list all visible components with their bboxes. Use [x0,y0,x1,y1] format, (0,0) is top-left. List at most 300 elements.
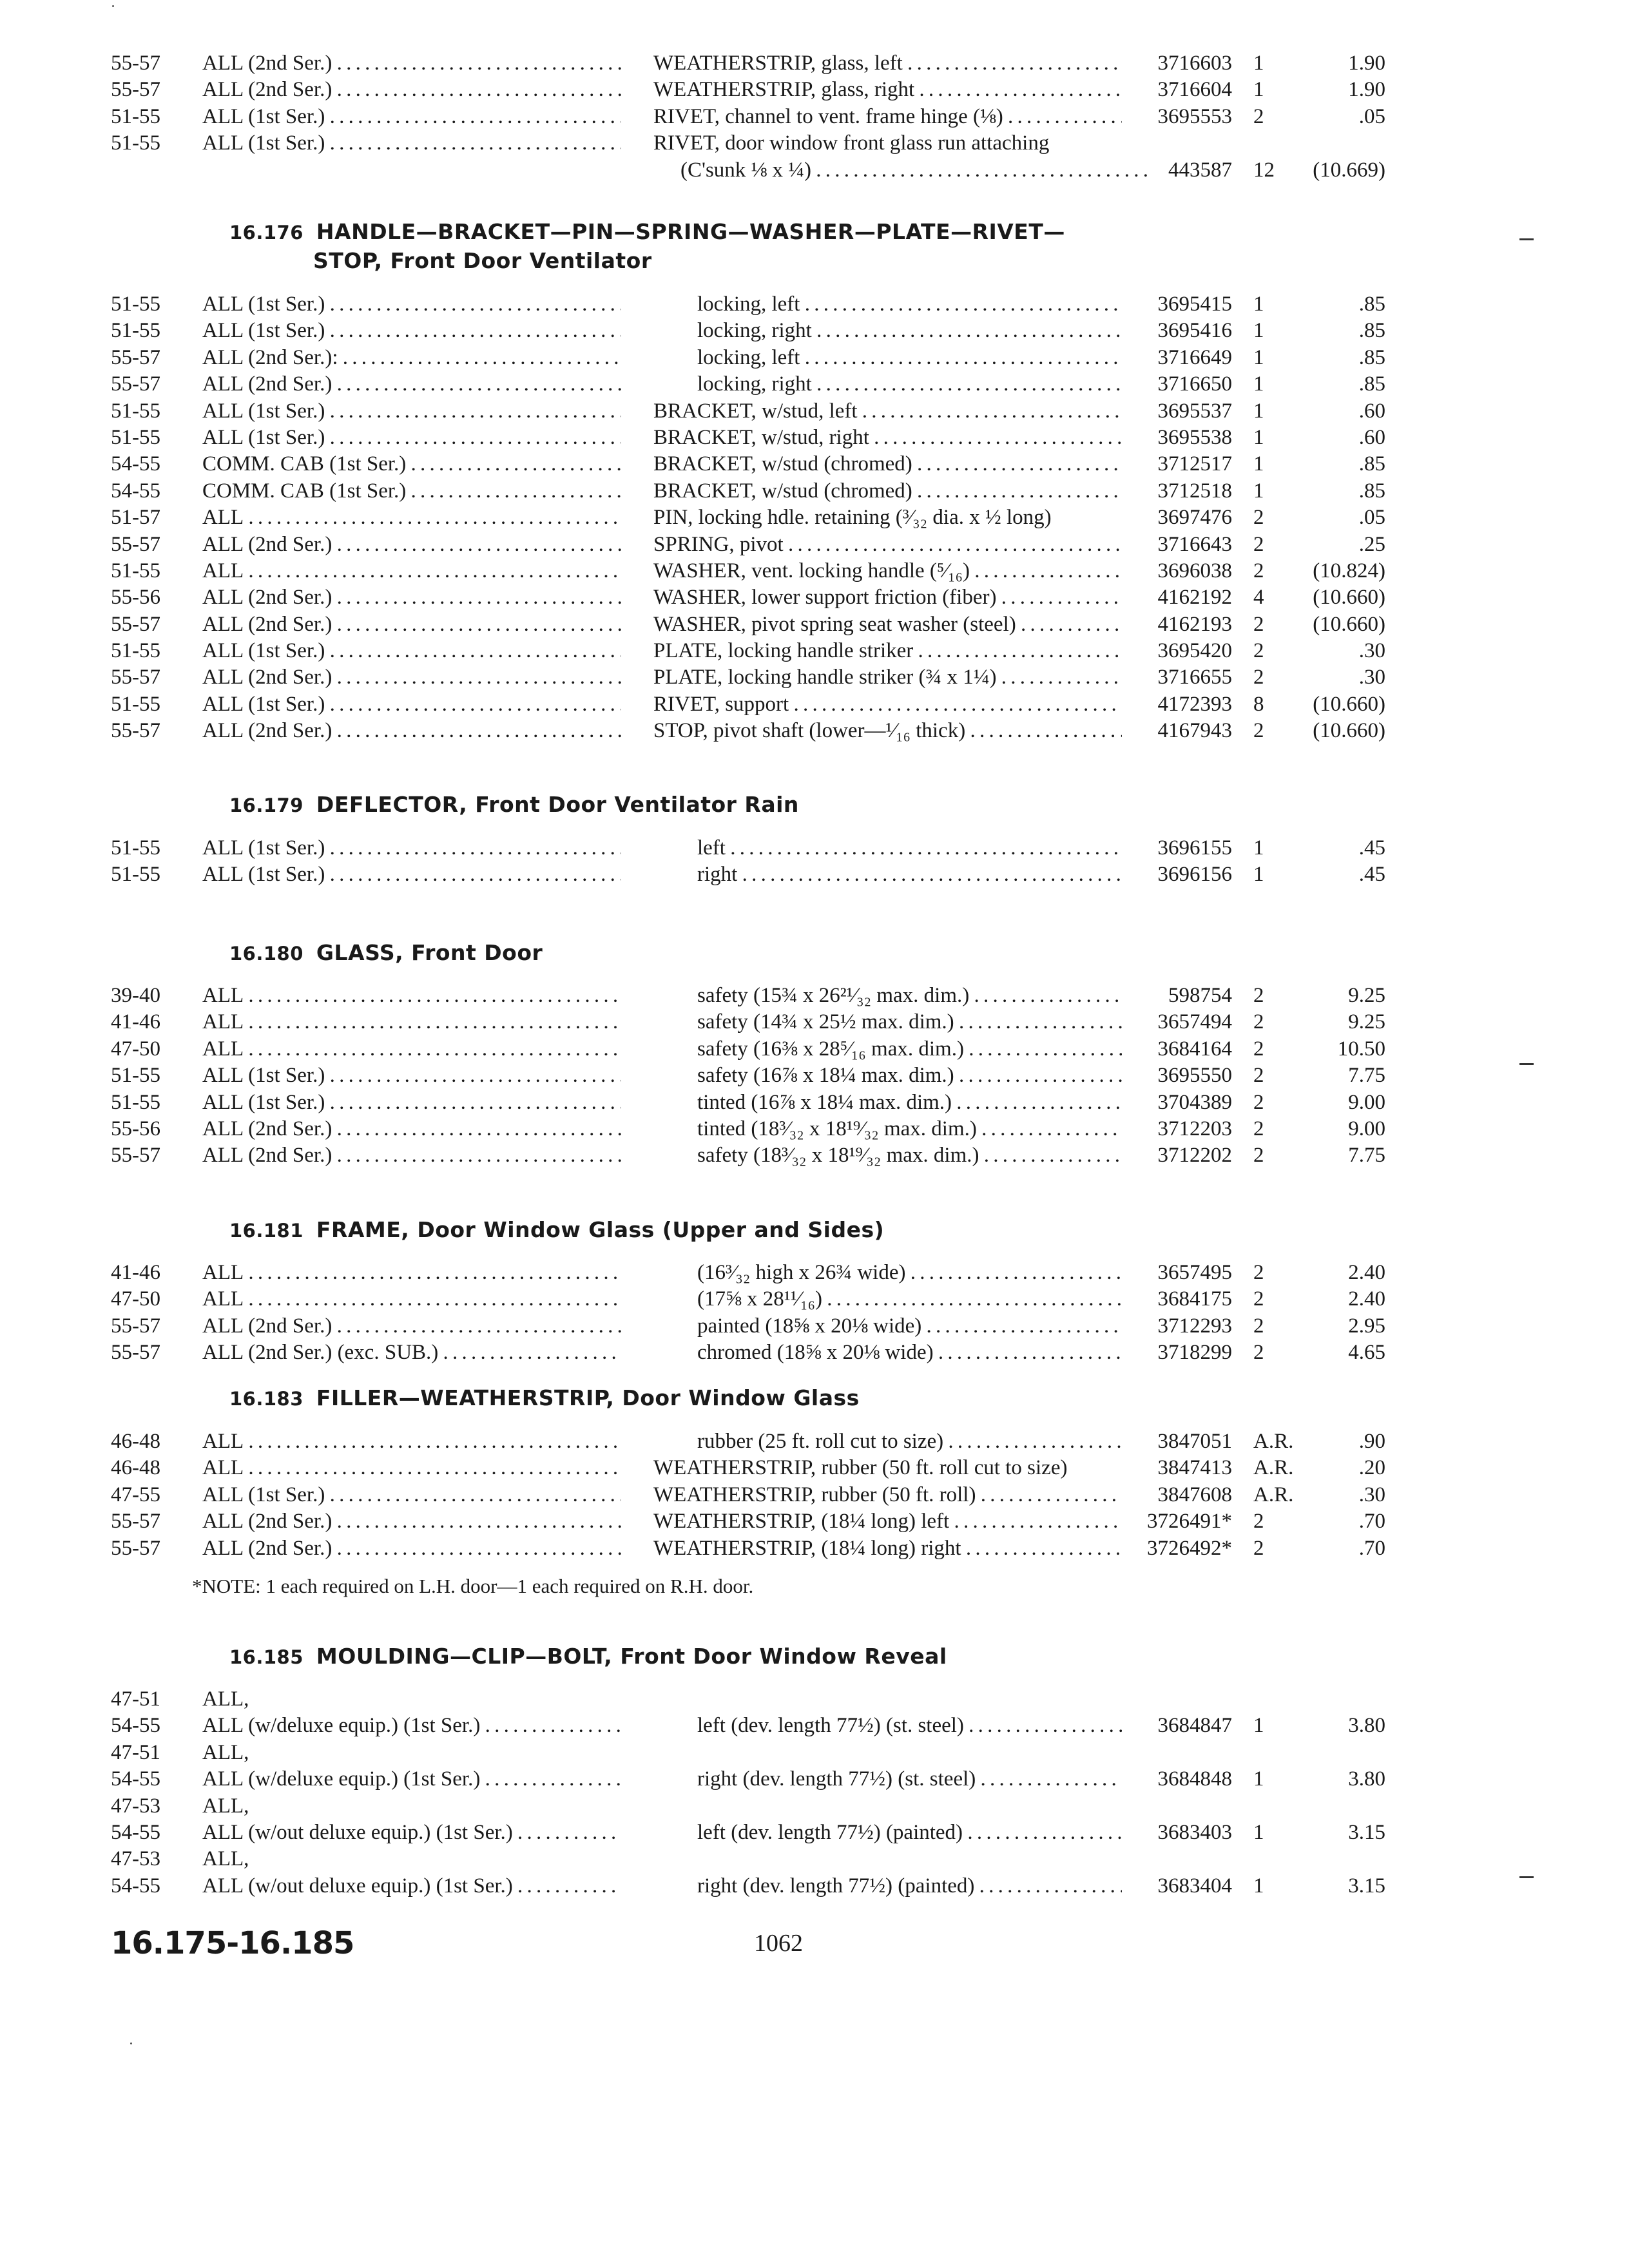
part-number: 3696038 [1157,559,1232,582]
table-row [0,1340,1629,1366]
model-description: COMM. CAB (1st Ser.) . . . [202,478,621,505]
quantity: 2 [1253,506,1264,530]
quantity: 1 [1253,78,1264,102]
part-description: locking, right . . . [697,318,1122,344]
price: 3.15 [1348,1820,1385,1844]
model-description: ALL . . . [202,1428,621,1455]
section-number: 16.176 [229,222,304,244]
model-description: ALL (2nd Ser.) . . . [202,584,621,611]
quantity: 1 [1253,1874,1264,1898]
margin-mark [1519,238,1534,240]
quantity: 2 [1253,1037,1264,1061]
parts-list-16-185 [0,1686,1629,1899]
quantity: 2 [1253,1090,1264,1114]
margin-mark [1519,1063,1534,1065]
part-number: 3695420 [1157,639,1232,663]
part-description: safety (16⅞ x 18¼ max. dim.) . . . [697,1062,1122,1089]
price: (10.660) [1313,586,1385,610]
model-description: ALL . . . [202,1286,621,1312]
part-description: PIN, locking hdle. retaining (³⁄₃₂ dia. x ½ long) [653,506,1052,530]
quantity: 2 [1253,1341,1264,1365]
year-range: 47-55 [111,1483,160,1506]
price: .45 [1358,836,1385,860]
model-description: ALL (2nd Ser.) . . . [202,1142,621,1169]
model-description: ALL (1st Ser.) . . . [202,691,621,718]
quantity: 2 [1253,1314,1264,1338]
year-range: 47-53 [111,1794,160,1818]
year-range: 51-55 [111,399,160,423]
price: .85 [1358,372,1385,396]
year-range: 54-55 [111,1874,160,1898]
quantity: 1 [1253,425,1264,449]
year-range: 55-57 [111,1341,160,1365]
section-range: 16.175-16.185 [111,1925,354,1961]
part-number: 3712203 [1157,1117,1232,1140]
year-range: 46-48 [111,1456,160,1480]
table-row [0,1286,1629,1312]
part-number: 3847413 [1157,1456,1232,1480]
parts-list-16-176 [0,291,1629,745]
year-range: 47-50 [111,1287,160,1311]
year-range: 55-57 [111,719,160,743]
part-description: safety (15¾ x 26²¹⁄₃₂ max. dim.) . . . [697,983,1122,1009]
year-range: 51-55 [111,863,160,887]
part-description: safety (16⅜ x 28⁵⁄₁₆ max. dim.) . . . [697,1036,1122,1062]
model-description: ALL (1st Ser.) . . . [202,130,621,157]
quantity: 2 [1253,1510,1264,1533]
price: 7.75 [1348,1144,1385,1168]
price: .85 [1358,345,1385,369]
table-row [0,664,1629,691]
price: .05 [1358,104,1385,128]
price: 7.75 [1348,1064,1385,1088]
table-row [0,1535,1629,1562]
year-range: 39-40 [111,984,160,1007]
table-row [0,291,1629,318]
model-description: ALL . . . [202,1260,621,1286]
table-row [0,584,1629,611]
price: .30 [1358,639,1385,663]
price: 4.65 [1348,1341,1385,1365]
part-number: 3657494 [1157,1010,1232,1034]
price: .70 [1358,1510,1385,1533]
table-row [0,558,1629,584]
quantity: 8 [1253,692,1264,716]
parts-list-16-180 [0,983,1629,1169]
part-description: SPRING, pivot . . . [653,532,1122,558]
part-description: safety (14¾ x 25½ max. dim.) . . . [697,1009,1122,1035]
model-description: ALL, [202,1687,249,1711]
quantity: 2 [1253,639,1264,663]
part-description: right (dev. length 77½) (st. steel) . . . [697,1766,1122,1792]
part-description: RIVET, door window front glass run attaching [653,131,1050,155]
price: .90 [1358,1430,1385,1453]
part-description: BRACKET, w/stud, left . . . [653,398,1122,425]
part-number: 3726491* [1147,1510,1232,1533]
table-row [0,1686,1629,1713]
model-description: ALL (2nd Ser.) . . . [202,664,621,691]
table-row [0,532,1629,558]
model-description: ALL, [202,1794,249,1818]
part-description: RIVET, channel to vent. frame hinge (⅛) . . . [653,104,1122,130]
part-number: 3695537 [1157,399,1232,423]
year-range: 54-55 [111,479,160,503]
price: 1.90 [1348,52,1385,75]
section-title: FRAME, Door Window Glass (Upper and Sides) [316,1217,885,1242]
part-number: 3695415 [1157,293,1232,316]
margin-mark [1519,1876,1534,1878]
part-number: 3847051 [1157,1430,1232,1453]
price: 9.00 [1348,1090,1385,1114]
footnote: *NOTE: 1 each required on L.H. door—1 each required on R.H. door. [192,1575,754,1597]
year-range: 51-55 [111,131,160,155]
table-row [0,478,1629,505]
year-range: 54-55 [111,452,160,476]
quantity: 2 [1253,1117,1264,1140]
year-range: 51-55 [111,319,160,343]
continued-parts-list [0,50,1629,184]
quantity: A.R. [1253,1456,1294,1480]
price: 9.25 [1348,984,1385,1007]
price: .60 [1358,399,1385,423]
part-description: BRACKET, w/stud (chromed) . . . [653,478,1122,505]
part-number: 3684164 [1157,1037,1232,1061]
table-row [0,1455,1629,1481]
year-range: 47-53 [111,1847,160,1871]
part-description: WEATHERSTRIP, (18¼ long) right . . . [653,1535,1122,1562]
table-row [0,371,1629,398]
year-range: 55-57 [111,78,160,102]
price: 10.50 [1337,1037,1385,1061]
model-description: ALL (2nd Ser.) . . . [202,611,621,638]
part-description: WASHER, lower support friction (fiber) . . . [653,584,1122,611]
part-number: 3684848 [1157,1767,1232,1791]
part-description: locking, left . . . [697,291,1122,318]
quantity: 1 [1253,399,1264,423]
price: .85 [1358,293,1385,316]
part-description: tinted (16⅞ x 18¼ max. dim.) . . . [697,1090,1122,1116]
model-description: ALL (1st Ser.) . . . [202,861,621,888]
part-description: rubber (25 ft. roll cut to size) . . . [697,1428,1122,1455]
year-range: 51-55 [111,293,160,316]
part-description: WEATHERSTRIP, (18¼ long) left . . . [653,1508,1122,1535]
table-row [0,1508,1629,1535]
table-row [0,1009,1629,1035]
quantity: 2 [1253,532,1264,556]
model-description: ALL (2nd Ser.) . . . [202,371,621,398]
model-description: ALL (w/out deluxe equip.) (1st Ser.) . . . [202,1820,621,1846]
part-description: BRACKET, w/stud, right . . . [653,425,1122,451]
table-row [0,691,1629,718]
part-number: 3704389 [1157,1090,1232,1114]
table-row [0,611,1629,638]
price: (10.669) [1313,158,1385,182]
quantity: 2 [1253,612,1264,636]
part-number: 3716655 [1157,666,1232,689]
table-row [0,505,1629,531]
model-description: ALL (w/out deluxe equip.) (1st Ser.) . . . [202,1873,621,1899]
part-description: WEATHERSTRIP, rubber (50 ft. roll) . . . [653,1482,1122,1508]
quantity: 2 [1253,559,1264,582]
quantity: 1 [1253,836,1264,860]
model-description: ALL (2nd Ser.) . . . [202,1535,621,1562]
section-title: FILLER—WEATHERSTRIP, Door Window Glass [316,1385,860,1410]
price: (10.660) [1313,692,1385,716]
part-number: 3696155 [1157,836,1232,860]
table-row [0,1766,1629,1792]
price: .85 [1358,319,1385,343]
table-row [0,398,1629,425]
table-row [0,638,1629,664]
year-range: 55-57 [111,1144,160,1168]
part-number: 3716604 [1157,78,1232,102]
quantity: 1 [1253,479,1264,503]
section-title: HANDLE—BRACKET—PIN—SPRING—WASHER—PLATE—RIVET— [316,219,1065,244]
price: .70 [1358,1536,1385,1560]
quantity: 1 [1253,345,1264,369]
part-number: 3716649 [1157,345,1232,369]
section-heading-16-181 [229,1215,884,1245]
section-title: DEFLECTOR, Front Door Ventilator Rain [316,792,799,817]
quantity: 2 [1253,1064,1264,1088]
section-number: 16.183 [229,1388,304,1410]
price: (10.824) [1313,559,1385,582]
year-range: 55-56 [111,1117,160,1140]
part-number: 4162192 [1157,586,1232,610]
model-description: COMM. CAB (1st Ser.) . . . [202,451,621,477]
price: .05 [1358,506,1385,530]
section-heading-16-179 [229,790,799,820]
table-row [0,104,1629,130]
year-range: 51-55 [111,1064,160,1088]
part-number: 3712202 [1157,1144,1232,1168]
quantity: 2 [1253,666,1264,689]
part-description: WEATHERSTRIP, rubber (50 ft. roll cut to size) [653,1456,1068,1480]
section-title-line2: STOP, Front Door Ventilator [313,248,652,273]
table-row [0,451,1629,477]
table-row [0,1062,1629,1089]
part-number: 3657495 [1157,1261,1232,1284]
part-number: 3683404 [1157,1874,1232,1898]
price: (10.660) [1313,719,1385,743]
section-number: 16.185 [229,1646,304,1668]
quantity: 1 [1253,293,1264,316]
parts-list-16-181 [0,1260,1629,1367]
year-range: 51-55 [111,425,160,449]
parts-list-16-183 [0,1428,1629,1562]
quantity: 1 [1253,1714,1264,1738]
part-description: WEATHERSTRIP, glass, right . . . [653,77,1122,103]
model-description: ALL (2nd Ser.) . . . [202,1508,621,1535]
quantity: 2 [1253,104,1264,128]
year-range: 51-57 [111,506,160,530]
price: .60 [1358,425,1385,449]
year-range: 51-55 [111,639,160,663]
year-range: 51-55 [111,1090,160,1114]
year-range: 55-57 [111,345,160,369]
price: .30 [1358,1483,1385,1506]
part-number: 3716643 [1157,532,1232,556]
quantity: 1 [1253,863,1264,887]
year-range: 55-57 [111,1536,160,1560]
part-number: 3712517 [1157,452,1232,476]
part-description: safety (18³⁄₃₂ x 18¹⁹⁄₃₂ max. dim.) . . . [697,1142,1122,1169]
model-description: ALL (1st Ser.) . . . [202,1062,621,1089]
model-description: ALL . . . [202,505,621,531]
model-description: ALL (w/deluxe equip.) (1st Ser.) . . . [202,1766,621,1792]
part-description: locking, left . . . [697,345,1122,371]
year-range: 55-57 [111,666,160,689]
price: .45 [1358,863,1385,887]
part-description: RIVET, support . . . [653,691,1122,718]
quantity: 1 [1253,1820,1264,1844]
model-description: ALL . . . [202,1036,621,1062]
model-description: ALL, [202,1847,249,1871]
model-description: ALL (2nd Ser.) . . . [202,50,621,77]
year-range: 55-57 [111,1510,160,1533]
model-description: ALL . . . [202,983,621,1009]
part-description: left (dev. length 77½) (st. steel) . . . [697,1713,1122,1739]
part-description: STOP, pivot shaft (lower—¹⁄₁₆ thick) . . . [653,718,1122,744]
quantity: 4 [1253,586,1264,610]
part-description: painted (18⅝ x 20⅛ wide) . . . [697,1313,1122,1340]
quantity: 2 [1253,1287,1264,1311]
table-row [0,718,1629,744]
year-range: 55-56 [111,586,160,610]
price: 2.40 [1348,1261,1385,1284]
table-row [0,835,1629,861]
section-heading-16-185 [229,1642,947,1672]
year-range: 51-55 [111,104,160,128]
model-description: ALL (1st Ser.) . . . [202,104,621,130]
year-range: 51-55 [111,692,160,716]
part-number: 4167943 [1157,719,1232,743]
table-row [0,1482,1629,1508]
table-row [0,50,1629,77]
part-number: 3712518 [1157,479,1232,503]
section-number: 16.180 [229,943,304,965]
table-row [0,1873,1629,1899]
table-row [0,1713,1629,1739]
quantity: 2 [1253,1144,1264,1168]
model-description: ALL (2nd Ser.): . . . [202,345,621,371]
part-description: PLATE, locking handle striker . . . [653,638,1122,664]
year-range: 54-55 [111,1767,160,1791]
quantity: 1 [1253,452,1264,476]
year-range: 55-57 [111,1314,160,1338]
year-range: 47-51 [111,1740,160,1764]
year-range: 54-55 [111,1820,160,1844]
table-row [0,130,1629,157]
year-range: 46-48 [111,1430,160,1453]
model-description: ALL (1st Ser.) . . . [202,291,621,318]
price: (10.660) [1313,612,1385,636]
model-description: ALL (2nd Ser.) . . . [202,718,621,744]
table-row [0,1313,1629,1340]
part-description: left . . . [697,835,1122,861]
part-description: WASHER, vent. locking handle (⁵⁄₁₆) . . . [653,558,1122,584]
model-description: ALL (1st Ser.) . . . [202,318,621,344]
table-row [0,1428,1629,1455]
section-title: MOULDING—CLIP—BOLT, Front Door Window Reveal [316,1644,947,1669]
table-row [0,1090,1629,1116]
table-row [0,1116,1629,1142]
year-range: 55-57 [111,372,160,396]
price: .85 [1358,452,1385,476]
model-description: ALL (1st Ser.) . . . [202,1482,621,1508]
part-description: WASHER, pivot spring seat washer (steel) . . . [653,611,1122,638]
table-row [0,1793,1629,1820]
year-range: 51-55 [111,559,160,582]
scan-speck [130,2042,132,2044]
part-number: 3684847 [1157,1714,1232,1738]
price: 9.00 [1348,1117,1385,1140]
part-description: PLATE, locking handle striker (¾ x 1¼) . . . [653,664,1122,691]
part-description: chromed (18⅝ x 20⅛ wide) . . . [697,1340,1122,1366]
part-number: 3718299 [1157,1341,1232,1365]
quantity: 12 [1253,158,1275,182]
price: 1.90 [1348,78,1385,102]
part-number: 3712293 [1157,1314,1232,1338]
model-description: ALL (2nd Ser.) . . . [202,532,621,558]
table-row [0,861,1629,888]
part-description: right (dev. length 77½) (painted) . . . [697,1873,1122,1899]
price: 3.80 [1348,1767,1385,1791]
part-description: (C'sunk ⅛ x ¼) . . . [680,157,1149,184]
part-number: 3695553 [1157,104,1232,128]
part-number: 598754 [1168,984,1232,1007]
quantity: 1 [1253,52,1264,75]
part-number: 3684175 [1157,1287,1232,1311]
price: 2.40 [1348,1287,1385,1311]
section-heading-16-176 [229,217,1065,247]
part-number: 4162193 [1157,612,1232,636]
quantity: 1 [1253,319,1264,343]
year-range: 55-57 [111,612,160,636]
price: 2.95 [1348,1314,1385,1338]
part-description: BRACKET, w/stud (chromed) . . . [653,451,1122,477]
table-row [0,318,1629,344]
quantity: 1 [1253,1767,1264,1791]
part-description: right . . . [697,861,1122,888]
quantity: 2 [1253,1536,1264,1560]
part-number: 3726492* [1147,1536,1232,1560]
model-description: ALL (2nd Ser.) . . . [202,1116,621,1142]
price: 3.80 [1348,1714,1385,1738]
table-row [0,77,1629,103]
part-number: 3695416 [1157,319,1232,343]
quantity: A.R. [1253,1483,1294,1506]
section-number: 16.179 [229,794,304,816]
page-number: 1062 [754,1930,803,1957]
section-number: 16.181 [229,1220,304,1242]
part-number: 3716650 [1157,372,1232,396]
model-description: ALL (1st Ser.) . . . [202,1090,621,1116]
section-title: GLASS, Front Door [316,940,543,965]
year-range: 54-55 [111,1714,160,1738]
parts-list-16-179 [0,835,1629,889]
table-row [0,1036,1629,1062]
section-heading-16-176-line2 [313,246,652,275]
model-description: ALL (2nd Ser.) . . . [202,1313,621,1340]
part-number: 3716603 [1157,52,1232,75]
year-range: 47-51 [111,1687,160,1711]
part-number: 4172393 [1157,692,1232,716]
table-row [0,1260,1629,1286]
price: .20 [1358,1456,1385,1480]
quantity: 2 [1253,719,1264,743]
table-row [0,983,1629,1009]
